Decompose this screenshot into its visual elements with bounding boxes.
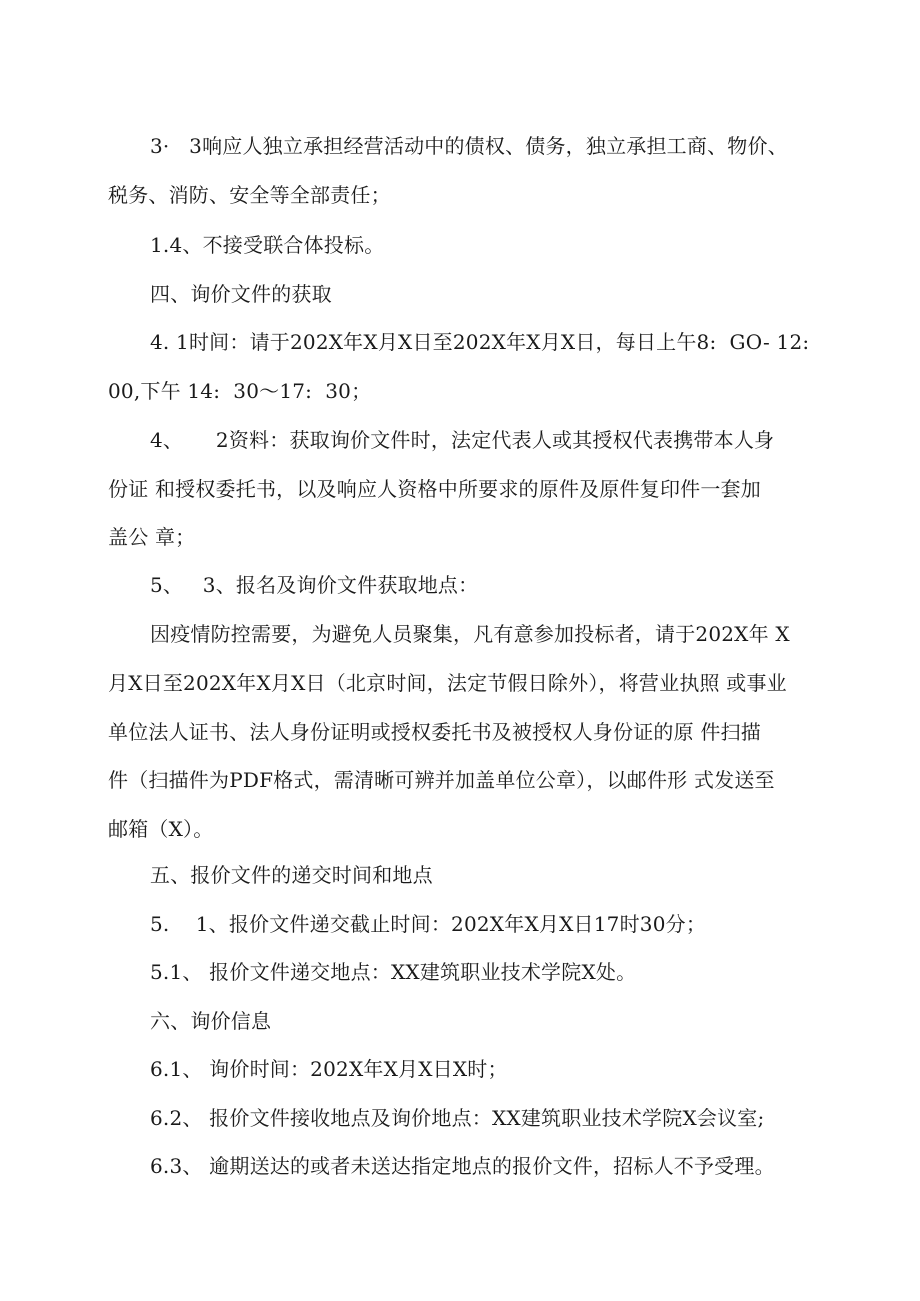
text-line-2: 税务、消防、安全等全部责任； bbox=[108, 183, 391, 207]
text-line-15: 邮箱（X）。 bbox=[108, 817, 214, 841]
text-line-1: 3· 3响应人独立承担经营活动中的债权、债务，独立承担工商、物价、 bbox=[150, 134, 788, 158]
text-line-3: 1.4、不接受联合体投标。 bbox=[150, 233, 385, 257]
section-heading-5: 五、报价文件的递交时间和地点 bbox=[150, 863, 433, 887]
section-heading-6: 六、询价信息 bbox=[150, 1009, 272, 1033]
text-line-9: 盖公 章； bbox=[108, 525, 196, 549]
text-line-18: 5.1、 报价文件递交地点：XX建筑职业技术学院X处。 bbox=[150, 960, 637, 984]
text-line-6: 00,下午 14: 30～17: 30； bbox=[108, 379, 372, 403]
text-line-11: 因疫情防控需要，为避免人员聚集，凡有意参加投标者，请于202X年 X bbox=[150, 622, 790, 646]
text-line-14: 件（扫描件为PDF格式，需清晰可辨并加盖单位公章），以邮件形 式发送至 bbox=[108, 768, 775, 792]
text-line-12: 月X日至202X年X月X日（北京时间，法定节假日除外），将营业执照 或事业 bbox=[108, 671, 787, 695]
text-line-22: 6.3、 逾期送达的或者未送达指定地点的报价文件，招标人不予受理。 bbox=[150, 1154, 775, 1178]
text-line-10: 5、 3、报名及询价文件获取地点： bbox=[150, 573, 479, 597]
text-line-17: 5. 1、报价文件递交截止时间：202X年X月X日17时30分； bbox=[150, 912, 707, 936]
text-line-13: 单位法人证书、法人身份证明或授权委托书及被授权人身份证的原 件扫描 bbox=[108, 720, 761, 744]
text-line-7: 4、 2资料：获取询价文件时，法定代表人或其授权代表携带本人身 bbox=[150, 428, 775, 452]
text-line-21: 6.2、 报价文件接收地点及询价地点：XX建筑职业技术学院X会议室; bbox=[150, 1106, 765, 1130]
text-line-20: 6.1、 询价时间：202X年X月X日X时； bbox=[150, 1057, 508, 1081]
text-line-8: 份证 和授权委托书，以及响应人资格中所要求的原件及原件复印件一套加 bbox=[108, 477, 761, 501]
section-heading-4: 四、询价文件的获取 bbox=[150, 282, 332, 306]
text-line-5: 4. 1时间：请于202X年X月X日至202X年X月X日，每日上午8: GO- 12: bbox=[150, 330, 810, 354]
